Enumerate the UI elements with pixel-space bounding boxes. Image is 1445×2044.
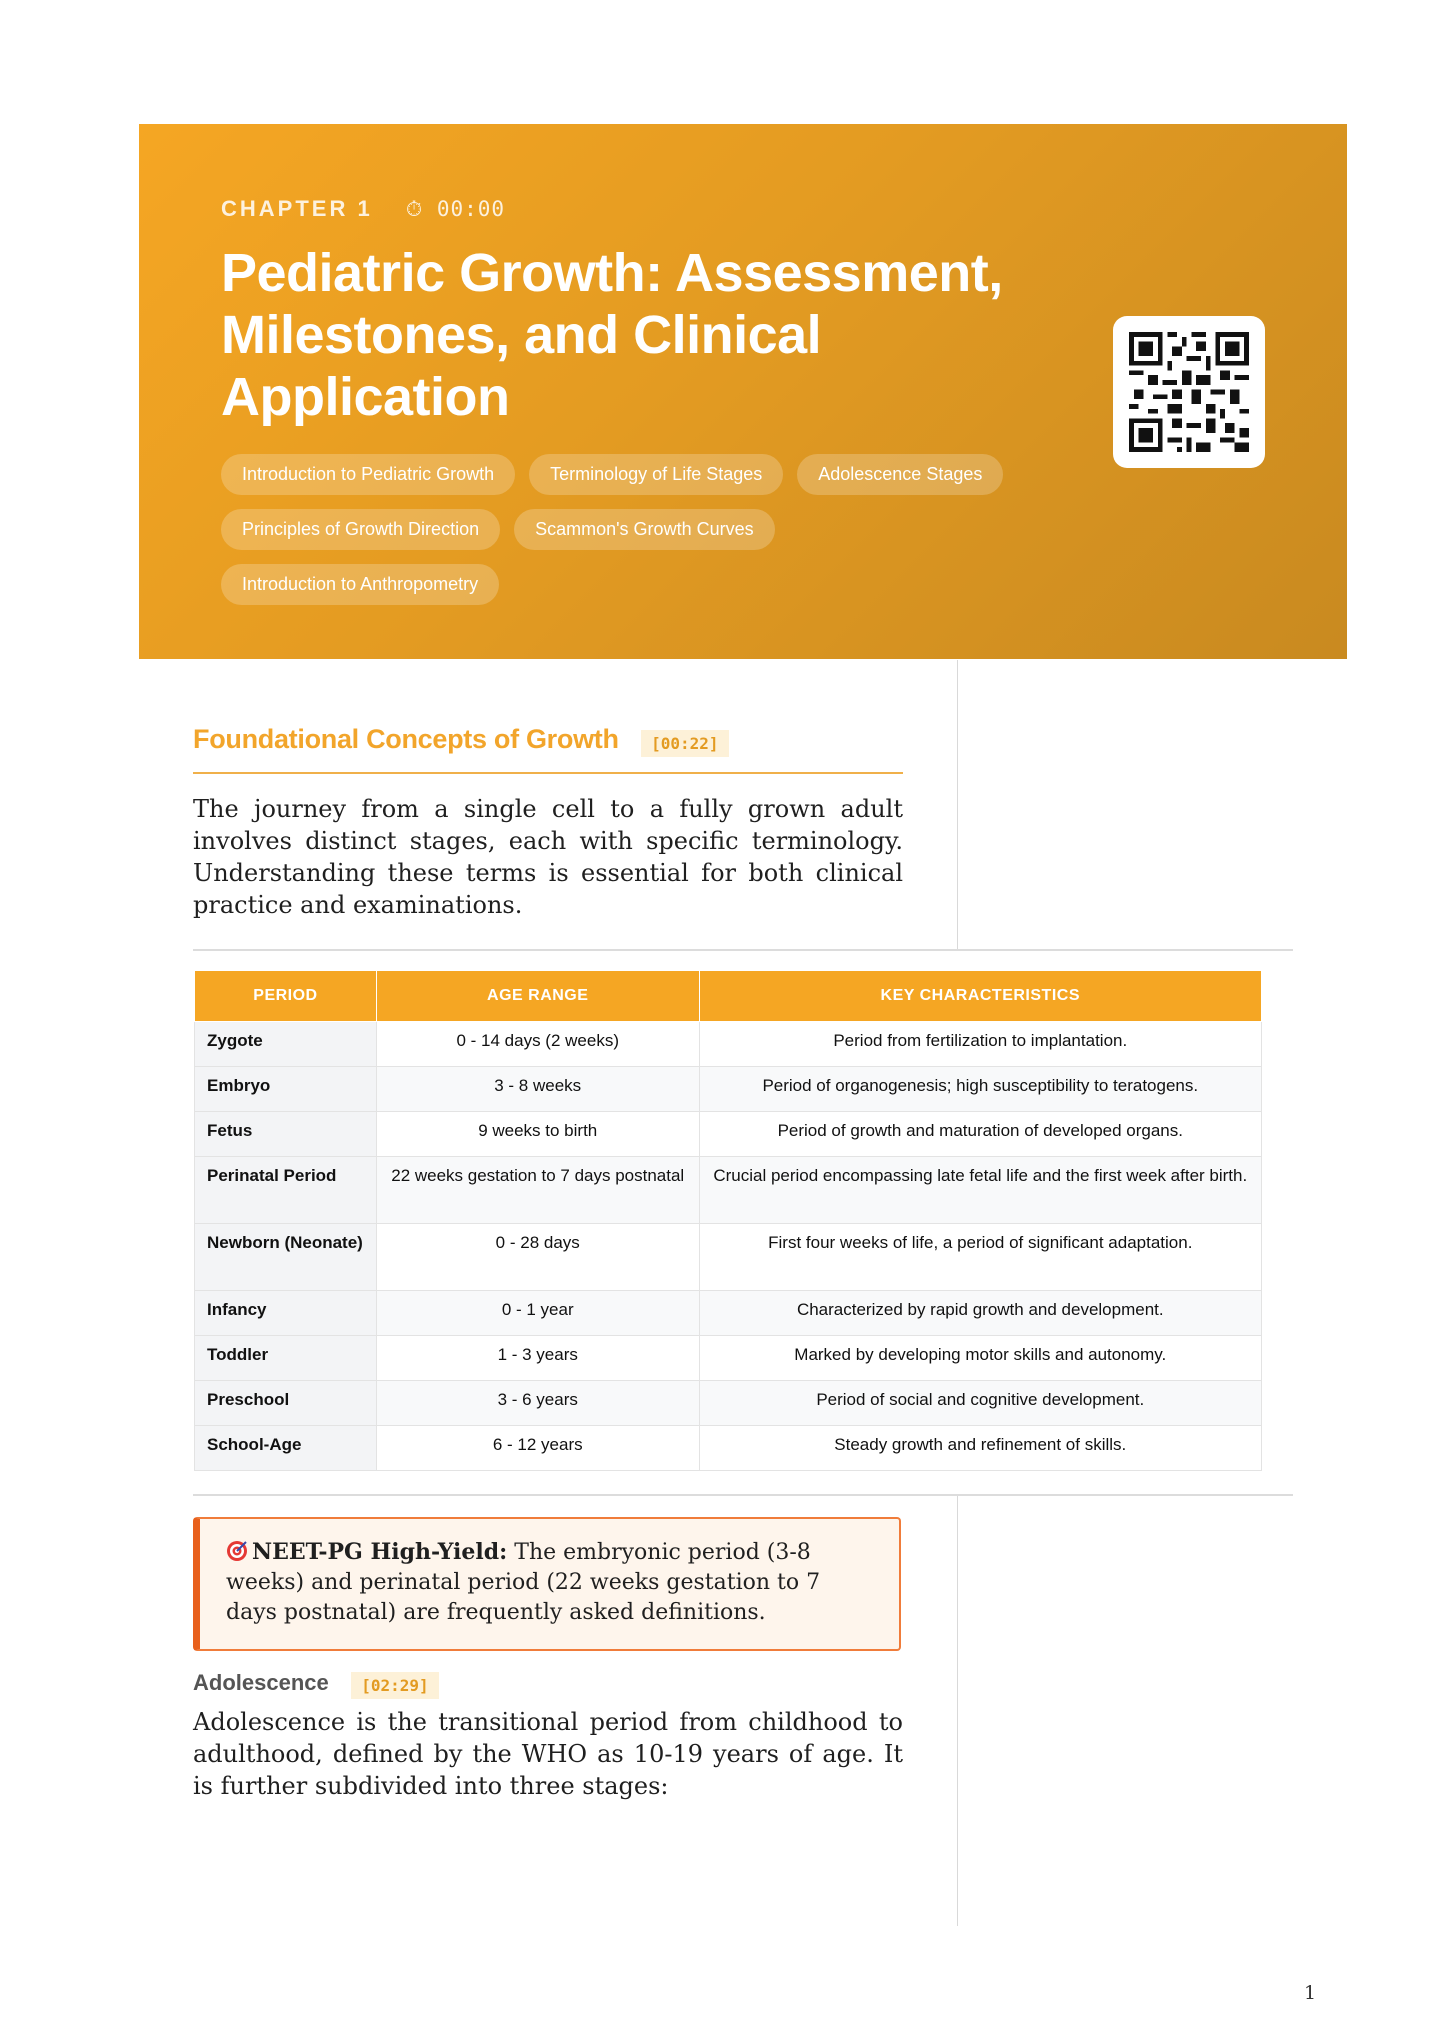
period-cell: Zygote [195, 1022, 377, 1067]
characteristics-cell: Steady growth and refinement of skills. [699, 1426, 1261, 1471]
tag-adolescence-stages[interactable]: Adolescence Stages [797, 454, 1003, 495]
column-divider-top [957, 660, 958, 950]
period-cell: Preschool [195, 1381, 377, 1426]
section-title: Foundational Concepts of Growth [193, 724, 619, 754]
column-header-age-range: AGE RANGE [376, 971, 699, 1022]
age-range-cell: 9 weeks to birth [376, 1112, 699, 1157]
page-number: 1 [1304, 1982, 1317, 2004]
section-heading-adolescence [193, 1670, 439, 1699]
tag-scammon-curves[interactable]: Scammon's Growth Curves [514, 509, 775, 550]
age-range-cell: 1 - 3 years [376, 1336, 699, 1381]
chapter-banner [139, 124, 1347, 659]
table-row [195, 1157, 1262, 1224]
adolescence-paragraph: Adolescence is the transitional period from childhood to adulthood, defined by the WHO as 10-19 years of age. It is further subdivided into three stages: [193, 1708, 903, 1800]
tag-terminology-life-stages[interactable]: Terminology of Life Stages [529, 454, 783, 495]
timestamp-link[interactable]: [00:22] [641, 730, 728, 757]
table-row [195, 1381, 1262, 1426]
characteristics-cell: Crucial period encompassing late fetal life and the first week after birth. [699, 1157, 1261, 1224]
callout-text-block [226, 1537, 876, 1628]
characteristics-cell: Period of organogenesis; high susceptibility to teratogens. [699, 1067, 1261, 1112]
period-cell: Toddler [195, 1336, 377, 1381]
characteristics-cell: Marked by developing motor skills and autonomy. [699, 1336, 1261, 1381]
intro-paragraph: The journey from a single cell to a fully grown adult involves distinct stages, each with specific terminology. Understanding these terms is essential for both clinical practice and examinations. [193, 795, 903, 919]
period-cell: Newborn (Neonate) [195, 1224, 377, 1291]
topic-tags [221, 454, 1081, 619]
period-cell: Infancy [195, 1291, 377, 1336]
tag-intro-pediatric-growth[interactable]: Introduction to Pediatric Growth [221, 454, 515, 495]
characteristics-cell: First four weeks of life, a period of significant adaptation. [699, 1224, 1261, 1291]
table-row [195, 1291, 1262, 1336]
high-yield-callout [193, 1517, 901, 1651]
age-range-cell: 0 - 14 days (2 weeks) [376, 1022, 699, 1067]
chapter-time: ⏱ 00:00 [405, 197, 506, 221]
age-range-cell: 6 - 12 years [376, 1426, 699, 1471]
period-cell: Fetus [195, 1112, 377, 1157]
table-header-row [195, 971, 1262, 1022]
period-cell: School-Age [195, 1426, 377, 1471]
table-row [195, 1022, 1262, 1067]
callout-text: The embryonic period (3-8 weeks) and perinatal period (22 weeks gestation to 7 days postnatal) are frequently asked definitions. [226, 1540, 821, 1625]
table-row [195, 1336, 1262, 1381]
column-divider-bottom [957, 1496, 958, 1926]
tag-growth-direction[interactable]: Principles of Growth Direction [221, 509, 500, 550]
period-cell: Perinatal Period [195, 1157, 377, 1224]
chapter-label-line [221, 196, 505, 222]
characteristics-cell: Period of growth and maturation of developed organs. [699, 1112, 1261, 1157]
table-row [195, 1067, 1262, 1112]
divider [193, 949, 1293, 951]
table-row [195, 1426, 1262, 1471]
qr-code-icon[interactable] [1113, 316, 1265, 468]
age-range-cell: 0 - 1 year [376, 1291, 699, 1336]
characteristics-cell: Characterized by rapid growth and development. [699, 1291, 1261, 1336]
column-header-characteristics: KEY CHARACTERISTICS [699, 971, 1261, 1022]
age-range-cell: 3 - 6 years [376, 1381, 699, 1426]
age-range-cell: 0 - 28 days [376, 1224, 699, 1291]
age-range-cell: 3 - 8 weeks [376, 1067, 699, 1112]
period-cell: Embryo [195, 1067, 377, 1112]
callout-label: NEET-PG High-Yield: [252, 1539, 508, 1565]
subsection-title: Adolescence [193, 1670, 329, 1695]
table-row [195, 1112, 1262, 1157]
characteristics-cell: Period of social and cognitive development. [699, 1381, 1261, 1426]
timestamp-link[interactable]: [02:29] [351, 1672, 438, 1699]
characteristics-cell: Period from fertilization to implantation. [699, 1022, 1261, 1067]
column-header-period: PERIOD [195, 971, 377, 1022]
chapter-label: CHAPTER 1 [221, 196, 373, 221]
divider [193, 1494, 1293, 1496]
section-heading-foundational [193, 724, 903, 774]
tag-anthropometry[interactable]: Introduction to Anthropometry [221, 564, 499, 605]
table-row [195, 1224, 1262, 1291]
age-range-cell: 22 weeks gestation to 7 days postnatal [376, 1157, 699, 1224]
target-icon [226, 1540, 248, 1562]
life-stages-table [194, 970, 1262, 1471]
page-title: Pediatric Growth: Assessment, Milestones, and Clinical Application [221, 243, 1003, 427]
